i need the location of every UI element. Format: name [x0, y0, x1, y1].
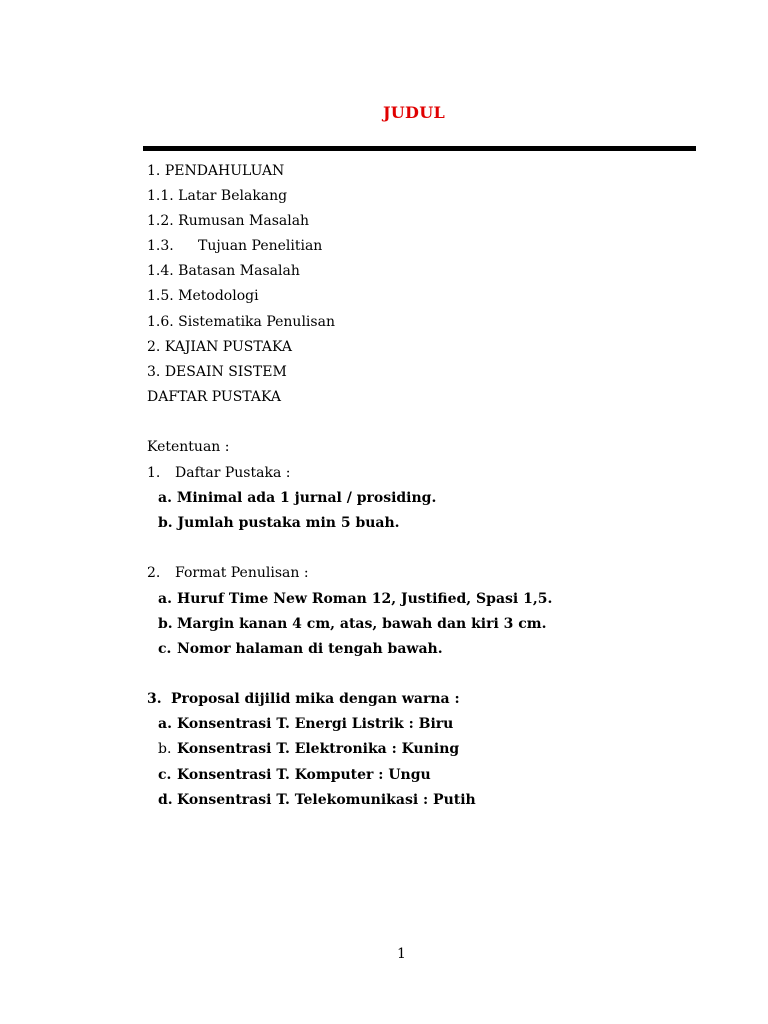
item-text: Minimal ada 1 jurnal / prosiding. [176, 490, 437, 506]
outline-text: PENDAHULUAN [164, 163, 285, 179]
page-number: 1 [397, 946, 406, 962]
rule-2-item-b [158, 615, 546, 633]
outline-num: 1.2. [147, 213, 174, 229]
outline-num: 1.5. [147, 288, 174, 304]
outline-item-daftar-pustaka [147, 388, 281, 406]
rule-2-heading [147, 564, 309, 582]
rule-3-heading [147, 690, 460, 708]
item-text: Konsentrasi T. Telekomunikasi : Putih [177, 792, 476, 808]
outline-text: Latar Belakang [178, 188, 288, 204]
item-text: Margin kanan 4 cm, atas, bawah dan kiri 3 cm. [177, 616, 547, 632]
outline-num: 1.6. [147, 314, 174, 330]
rule-3-item-a [158, 715, 453, 733]
outline-item-1-6 [147, 313, 335, 331]
item-letter: b. [158, 616, 173, 632]
outline-text: Sistematika Penulisan [178, 314, 335, 330]
outline-text: Batasan Masalah [178, 263, 300, 279]
rule-1-item-b [158, 514, 400, 532]
rules-heading: Ketentuan : [147, 439, 230, 455]
item-letter: c. [158, 767, 172, 783]
outline-num: 1.1. [147, 188, 174, 204]
rule-num: 3. [147, 691, 162, 707]
rule-2-item-c [158, 640, 443, 658]
item-letter: a. [158, 490, 172, 506]
item-letter: d. [158, 792, 173, 808]
rule-3-item-d [158, 791, 476, 809]
outline-item-1-4 [147, 262, 300, 280]
item-text: Nomor halaman di tengah bawah. [177, 641, 443, 657]
item-letter: c. [158, 641, 172, 657]
item-text: Konsentrasi T. Komputer : Ungu [177, 767, 431, 783]
outline-text: Rumusan Masalah [178, 213, 310, 229]
outline-item-1-2 [147, 212, 309, 230]
document-title: JUDUL [382, 103, 446, 122]
outline-text: KAJIAN PUSTAKA [164, 339, 293, 355]
rule-2-item-a [158, 590, 552, 608]
outline-item-3 [147, 363, 287, 381]
outline-item-1-1 [147, 187, 287, 205]
item-text: Konsentrasi T. Elektronika : Kuning [177, 741, 460, 757]
outline-num: 1.4. [147, 263, 174, 279]
item-letter: a. [158, 591, 172, 607]
rule-1-heading [147, 464, 290, 482]
rule-3-item-b [158, 740, 459, 758]
rule-1-item-a [158, 489, 436, 507]
rule-heading-text: Daftar Pustaka : [175, 465, 291, 481]
outline-num: 3. [147, 364, 161, 380]
title-divider [143, 146, 696, 151]
item-letter: a. [158, 716, 172, 732]
outline-num: 1.3. [147, 238, 174, 254]
outline-item-1 [147, 162, 284, 180]
outline-text: Metodologi [178, 288, 259, 304]
outline-item-1-5 [147, 287, 259, 305]
outline-text: Tujuan Penelitian [198, 238, 323, 254]
rule-num: 2. [147, 565, 161, 581]
item-text: Konsentrasi T. Energi Listrik : Biru [177, 716, 454, 732]
rule-num: 1. [147, 465, 161, 481]
item-text: Huruf Time New Roman 12, Justified, Spasi 1,5. [177, 591, 553, 607]
outline-num: 2. [147, 339, 161, 355]
rule-heading-text: Format Penulisan : [175, 565, 309, 581]
outline-item-1-3 [147, 237, 322, 255]
item-letter: b. [158, 741, 172, 757]
item-text: Jumlah pustaka min 5 buah. [177, 515, 400, 531]
outline-num: 1. [147, 163, 161, 179]
outline-item-2 [147, 338, 292, 356]
rule-heading-text: Proposal dijilid mika dengan warna : [171, 691, 460, 707]
outline-text: DESAIN SISTEM [164, 364, 287, 380]
item-letter: b. [158, 515, 173, 531]
outline-text: DAFTAR PUSTAKA [147, 389, 281, 405]
rule-3-item-c [158, 766, 431, 784]
